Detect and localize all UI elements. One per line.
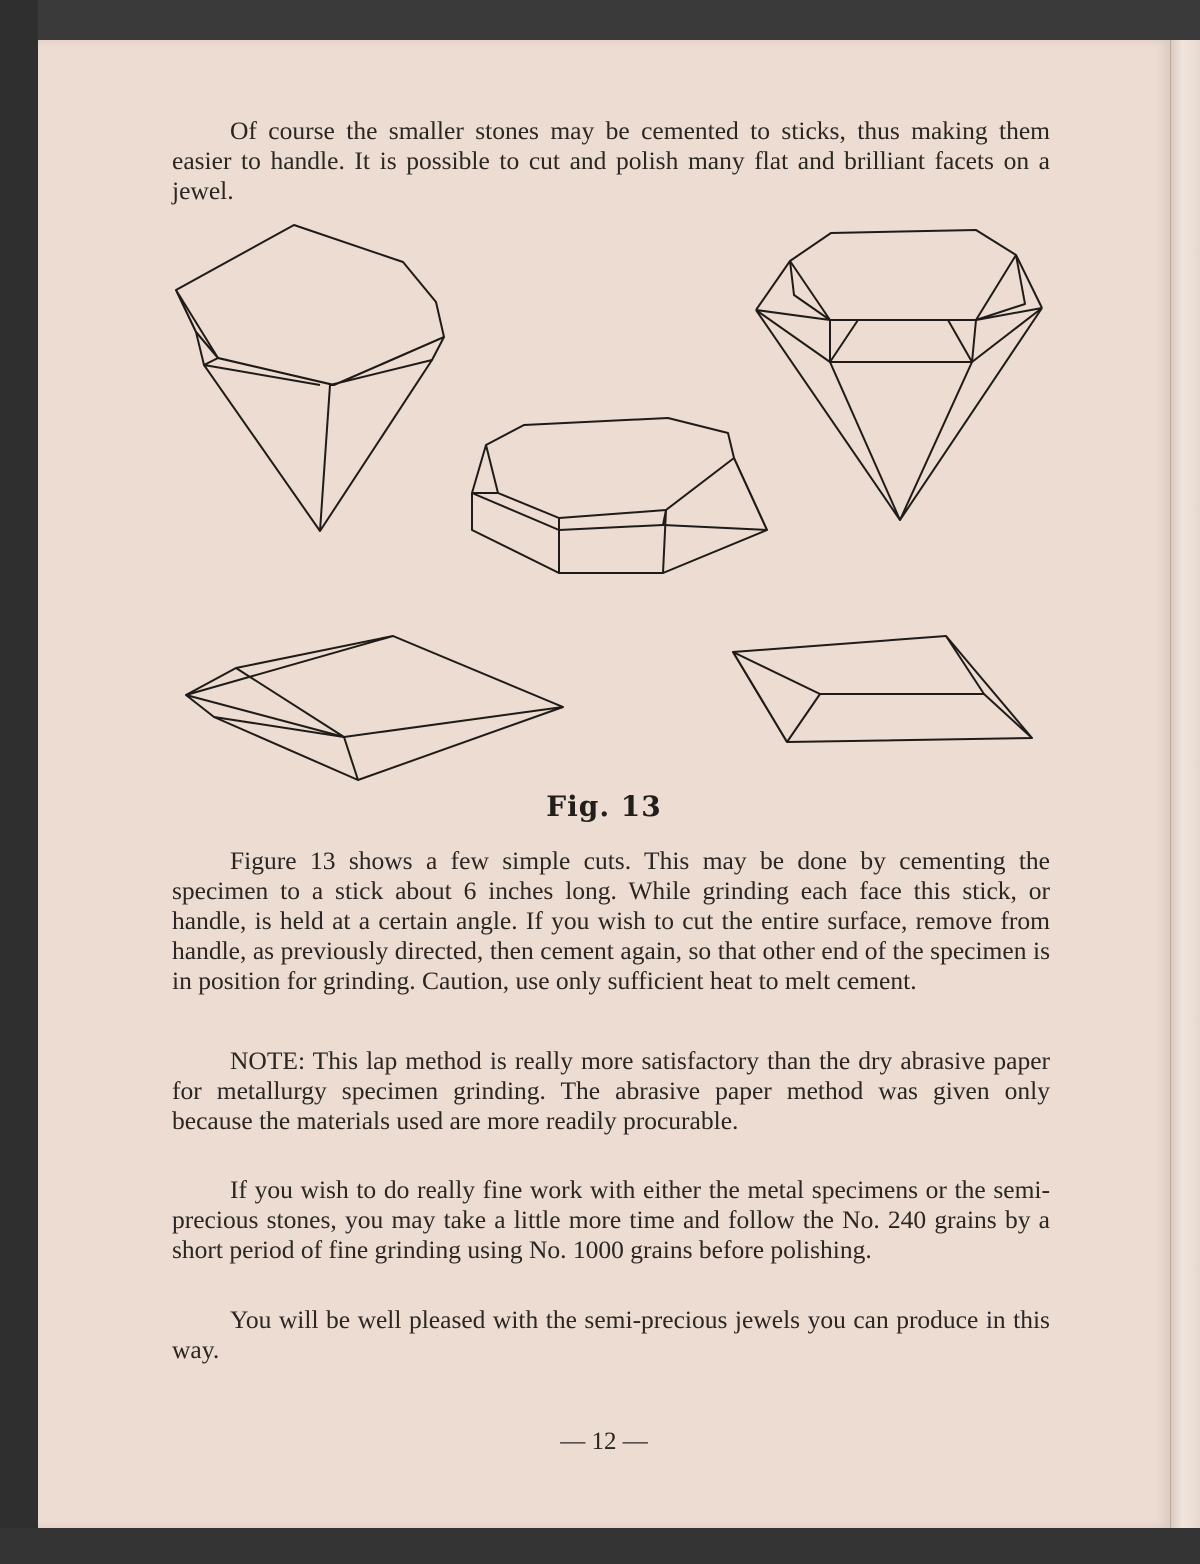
pointed-octagonal-gem — [176, 225, 444, 531]
figure-caption: Fig. 13 — [546, 790, 662, 823]
gem-cuts-figure — [38, 40, 1170, 800]
scan-background-left — [0, 0, 38, 1564]
brilliant-cut-gem — [756, 230, 1042, 520]
intro-paragraph: Of course the smaller stones may be cemented to sticks, thus making them easier to handle. It is possible to cut and polish many flat and brilliant facets on a jewel. — [172, 116, 1050, 205]
scan-background-bottom — [0, 1528, 1200, 1564]
flat-hexagonal-cut — [186, 636, 563, 780]
fine-work-paragraph: If you wish to do really fine work with either the metal specimens or the semi-precious stones, you may take a little more time and follow the No. 240 grains by a short period of fine grinding using No. 1000 grains before polishing. — [172, 1175, 1050, 1264]
emerald-step-cut — [733, 636, 1032, 742]
note-paragraph: NOTE: This lap method is really more satisfactory than the dry abrasive paper for metallurgy specimen grinding. The abrasive paper method was given only because the materials used are more readily procurable. — [172, 1046, 1050, 1135]
figure-description-paragraph: Figure 13 shows a few simple cuts. This may be done by cementing the specimen to a stick about 6 inches long. While grinding each face this stick, or handle, is held at a certain angle. If you wish to cut the entire surface, remove from handle, as previously directed, then cement again, so that other end of the specimen is in position for grinding. Caution, use only sufficient heat to melt cement. — [172, 846, 1050, 995]
page-number: — 12 — — [560, 1428, 648, 1455]
booklet-spine — [1170, 40, 1200, 1528]
closing-paragraph: You will be well pleased with the semi-precious jewels you can produce in this way. — [172, 1305, 1050, 1364]
table-cut-octagon — [472, 418, 767, 573]
booklet-page — [38, 40, 1170, 1528]
